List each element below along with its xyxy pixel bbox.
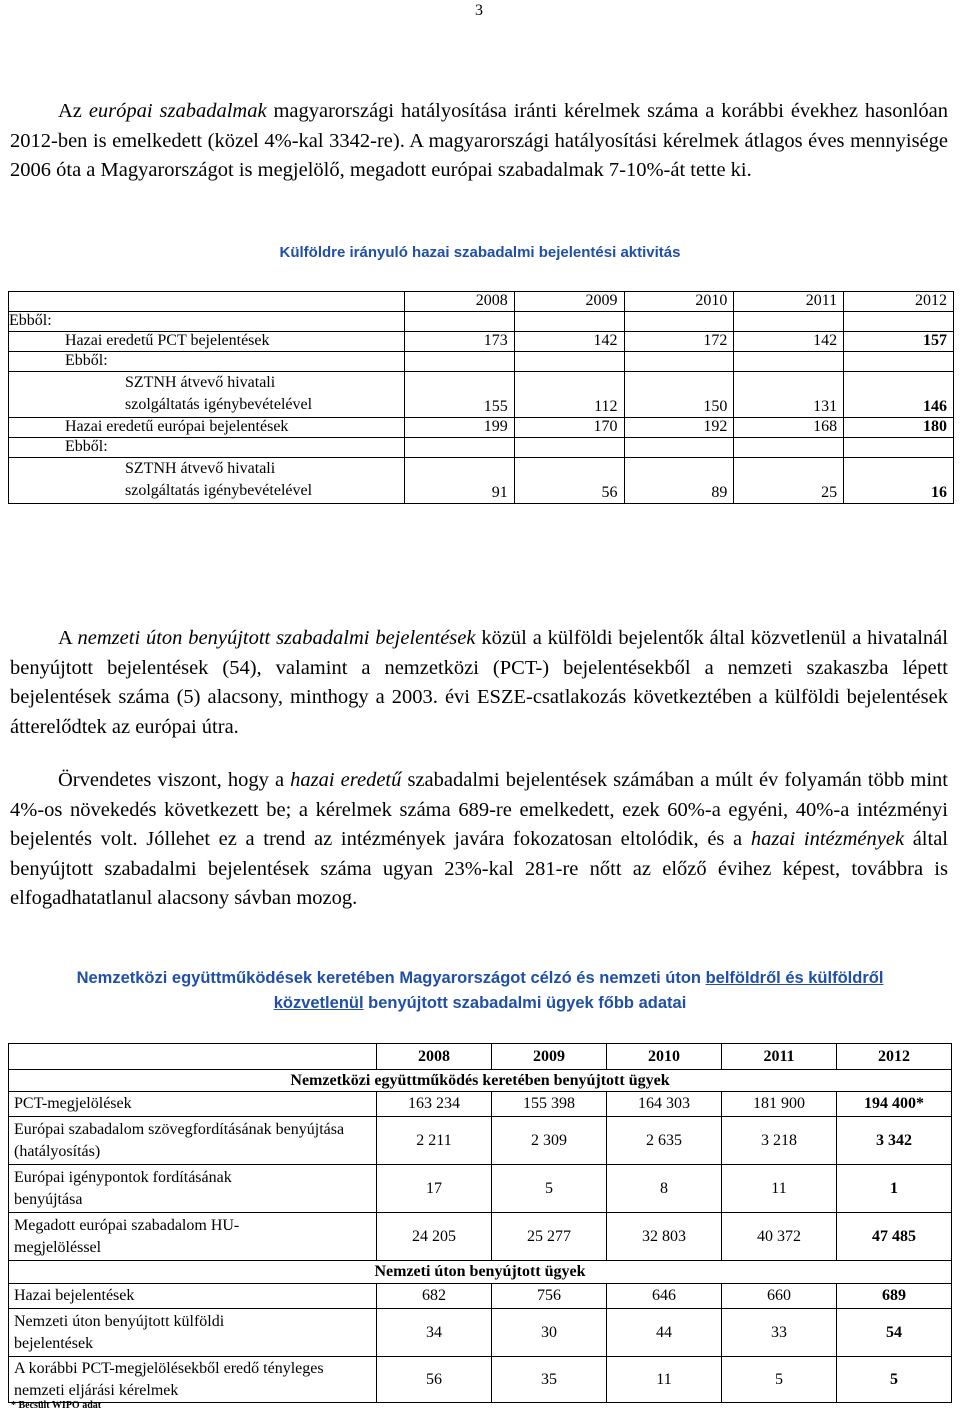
patent-cases-table <box>8 1043 952 1403</box>
table-row <box>9 1284 952 1309</box>
outbound-patent-activity-table <box>8 291 954 504</box>
row-label: SZTNH átvevő hivatali szolgáltatás igénybevételével <box>9 372 405 418</box>
cell: 170 <box>514 418 624 438</box>
cell: 155 398 <box>492 1092 607 1117</box>
row-label: SZTNH átvevő hivatali szolgáltatás igénybevételével <box>9 458 405 504</box>
cell: 180 <box>844 418 954 438</box>
cell: 3 218 <box>722 1117 837 1165</box>
table-row <box>9 418 954 438</box>
row-label: Európai igénypontok fordításának benyújtása <box>9 1165 377 1213</box>
row-label: Megadott európai szabadalom HU-megjelöléssel <box>9 1213 377 1261</box>
cell: 47 485 <box>837 1213 952 1261</box>
table-header-row <box>9 1044 952 1070</box>
section-header: Nemzetközi együttműködés keretében benyújtott ügyek <box>9 1070 952 1092</box>
cell: 146 <box>844 372 954 418</box>
section-header-row <box>9 1070 952 1092</box>
cell: 199 <box>404 418 514 438</box>
cell: 34 <box>377 1309 492 1357</box>
row-label: Hazai bejelentések <box>9 1284 377 1309</box>
cell: 8 <box>607 1165 722 1213</box>
row-label: Európai szabadalom szövegfordításának benyújtása (hatályosítás) <box>9 1117 377 1165</box>
cell: 30 <box>492 1309 607 1357</box>
table2-title: Nemzetközi együttműködések keretében Magyarországot célzó és nemzeti úton belföldről és külföldről közvetlenül benyújtott szabadalmi ügyek főbb adatai <box>76 969 884 1012</box>
year-header: 2010 <box>607 1044 722 1070</box>
cell: 646 <box>607 1284 722 1309</box>
table-row <box>9 1117 952 1165</box>
cell: 112 <box>514 372 624 418</box>
cell: 155 <box>404 372 514 418</box>
cell: 56 <box>377 1357 492 1403</box>
year-header: 2009 <box>492 1044 607 1070</box>
year-header: 2008 <box>377 1044 492 1070</box>
table-row <box>9 352 954 372</box>
cell: 25 277 <box>492 1213 607 1261</box>
cell: 11 <box>722 1165 837 1213</box>
cell: 2 211 <box>377 1117 492 1165</box>
row-label: Nemzeti úton benyújtott külföldi bejelentések <box>9 1309 377 1357</box>
cell: 32 803 <box>607 1213 722 1261</box>
cell: 2 635 <box>607 1117 722 1165</box>
table-row <box>9 1213 952 1261</box>
cell: 5 <box>492 1165 607 1213</box>
cell: 660 <box>722 1284 837 1309</box>
ebbol-label: Ebből: <box>9 312 405 332</box>
cell: 157 <box>844 332 954 352</box>
cell: 24 205 <box>377 1213 492 1261</box>
cell: 756 <box>492 1284 607 1309</box>
cell: 168 <box>734 418 844 438</box>
cell: 194 400* <box>837 1092 952 1117</box>
year-header: 2012 <box>837 1044 952 1070</box>
table-row <box>9 372 954 418</box>
table-header-row <box>9 292 954 312</box>
cell: 142 <box>514 332 624 352</box>
year-header: 2012 <box>844 292 954 312</box>
cell: 163 234 <box>377 1092 492 1117</box>
cell: 192 <box>624 418 734 438</box>
table-row <box>9 438 954 458</box>
section-header: Nemzeti úton benyújtott ügyek <box>9 1261 952 1284</box>
cell: 17 <box>377 1165 492 1213</box>
table-row <box>9 332 954 352</box>
year-header: 2009 <box>514 292 624 312</box>
cell: 150 <box>624 372 734 418</box>
cell: 40 372 <box>722 1213 837 1261</box>
cell: 131 <box>734 372 844 418</box>
cell: 44 <box>607 1309 722 1357</box>
ebbol-label: Ebből: <box>9 438 405 458</box>
table-row <box>9 1165 952 1213</box>
row-label: A korábbi PCT-megjelölésekből eredő tényleges nemzeti eljárási kérelmek <box>9 1357 377 1403</box>
section-header-row <box>9 1261 952 1284</box>
row-label: Hazai eredetű európai bejelentések <box>9 418 405 438</box>
year-header: 2008 <box>404 292 514 312</box>
paragraph-national-filings: A nemzeti úton benyújtott szabadalmi bejelentések közül a külföldi bejelentők által közvetlenül a hivatalnál benyújtott bejelentések (54), valamint a nemzetközi (PCT-) bejelentésekből a nemzeti szakaszba lépett bejelentések száma (5) alacsony, minthogy a 2003. évi ESZE-csatlakozás következtében a külföldi bejelentések átterelődtek az európai útra. <box>10 627 948 738</box>
cell: 682 <box>377 1284 492 1309</box>
year-header: 2010 <box>624 292 734 312</box>
cell: 11 <box>607 1357 722 1403</box>
cell: 91 <box>404 458 514 504</box>
cell: 142 <box>734 332 844 352</box>
table-row <box>9 1092 952 1117</box>
table-row <box>9 312 954 332</box>
cell: 173 <box>404 332 514 352</box>
table-row <box>9 1309 952 1357</box>
table-row <box>9 458 954 504</box>
year-header: 2011 <box>722 1044 837 1070</box>
cell: 33 <box>722 1309 837 1357</box>
cell: 5 <box>722 1357 837 1403</box>
footnote: * Becsült WIPO adat <box>11 1400 102 1411</box>
cell: 25 <box>734 458 844 504</box>
cell: 3 342 <box>837 1117 952 1165</box>
cell: 689 <box>837 1284 952 1309</box>
cell: 89 <box>624 458 734 504</box>
cell: 181 900 <box>722 1092 837 1117</box>
cell: 2 309 <box>492 1117 607 1165</box>
paragraph-domestic-filings: Örvendetes viszont, hogy a hazai eredetű szabadalmi bejelentések számában a múlt év folyamán több mint 4%-os növekedés következett be; a kérelmek száma 689-re emelkedett, ezek 60%-a egyéni, 40%-a intézményi bejelentés volt. Jóllehet ez a trend az intézmények javára fokozatosan eltolódik, és a hazai intézmények által benyújtott szabadalmi bejelentések száma ugyan 23%-kal 281-re nőtt az előző évihez képest, továbbra is elfogadhatatlanul alacsony sávban mozog. <box>10 769 949 909</box>
cell: 54 <box>837 1309 952 1357</box>
cell: 35 <box>492 1357 607 1403</box>
paragraph-european-patents: Az európai szabadalmak magyarországi hatályosítása iránti kérelmek száma a korábbi évekhez hasonlóan 2012-ben is emelkedett (közel 4%-kal 3342-re). A magyarországi hatályosítási kérelmek átlagos éves mennyisége 2006 óta a Magyarországot is megjelölő, megadott európai szabadalmak 7-10%-át tette ki. <box>10 100 948 181</box>
cell: 56 <box>514 458 624 504</box>
cell: 1 <box>837 1165 952 1213</box>
ebbol-label: Ebből: <box>9 352 405 372</box>
row-label: PCT-megjelölések <box>9 1092 377 1117</box>
cell: 16 <box>844 458 954 504</box>
cell: 172 <box>624 332 734 352</box>
year-header: 2011 <box>734 292 844 312</box>
table-row <box>9 1357 952 1403</box>
cell: 164 303 <box>607 1092 722 1117</box>
table1-title: Külföldre irányuló hazai szabadalmi bejelentési aktivitás <box>279 244 681 261</box>
page-number: 3 <box>475 2 483 19</box>
row-label: Hazai eredetű PCT bejelentések <box>9 332 405 352</box>
cell: 5 <box>837 1357 952 1403</box>
